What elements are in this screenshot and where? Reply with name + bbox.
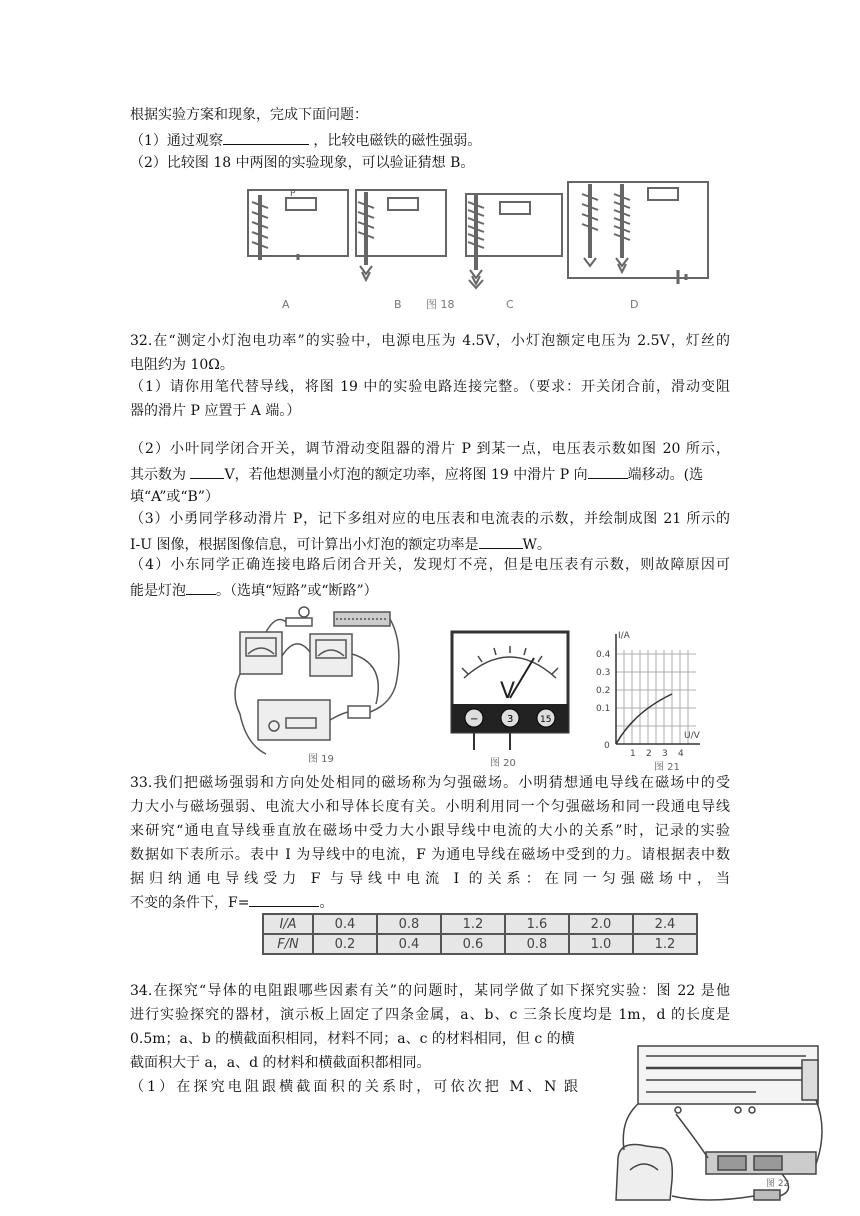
figure-caption: 图 21 bbox=[654, 762, 680, 773]
y-tick: 0.2 bbox=[596, 686, 611, 696]
y-axis-label: I/A bbox=[618, 631, 630, 641]
table-cell: 0.2 bbox=[313, 934, 377, 954]
text-line: 根据实验方案和现象，完成下面问题： bbox=[130, 107, 368, 123]
table-cell: 0.8 bbox=[377, 914, 441, 934]
y-tick: 0.1 bbox=[596, 704, 611, 714]
x-tick: 0 bbox=[604, 741, 610, 751]
text-line: 填“A”或“B”） bbox=[130, 489, 219, 505]
figure-label-c: C bbox=[506, 298, 514, 311]
text-line: 器的滑片 P 应置于 A 端。） bbox=[130, 403, 301, 419]
text-line: 据归纳通电导线受力 F 与导线中电流 I 的关系：在同一匀强磁场中，当 bbox=[130, 871, 730, 887]
text-fragment: V，若他想测量小灯泡的额定功率，应将图 19 中滑片 P 向 bbox=[224, 467, 588, 483]
text-fragment: I-U 图像，根据图像信息，可计算出小灯泡的额定功率是 bbox=[130, 537, 479, 553]
text-line: （1）在探究电阻跟横截面积的关系时，可依次把 M、N 跟 bbox=[130, 1079, 578, 1095]
figure-19-apparatus bbox=[226, 604, 412, 768]
text-line: 0.5m；a、b 的横截面积相同，材料不同；a、c 的材料相同，但 c 的横 bbox=[130, 1031, 575, 1047]
table-cell: 1.0 bbox=[569, 934, 633, 954]
text-line: 来研究“通电直导线垂直放在磁场中受力大小跟导线中电流的大小的关系”时，记录的实验 bbox=[130, 823, 730, 839]
terminal-negative: − bbox=[470, 714, 479, 725]
text-fragment: 。（选填“短路”或“断路”） bbox=[216, 583, 378, 599]
table-cell: 0.8 bbox=[505, 934, 569, 954]
text-fragment: （1）通过观察 bbox=[130, 133, 223, 149]
y-tick: 0.3 bbox=[596, 668, 611, 678]
x-axis-label: U/V bbox=[684, 731, 700, 741]
question-1-line bbox=[130, 128, 481, 152]
text-fragment: 其示数为 bbox=[130, 467, 191, 483]
text-fragment: 不变的条件下，F= bbox=[130, 895, 250, 911]
terminal-3v: 3 bbox=[507, 714, 514, 725]
text-line: 32.在“测定小灯泡电功率”的实验中，电源电压为 4.5V，小灯泡额定电压为 2.5V，灯丝的 bbox=[130, 333, 730, 349]
figure-caption: 图 20 bbox=[490, 758, 516, 769]
text-fragment: 端移动。(选 bbox=[627, 467, 704, 483]
text-fragment: 能是灯泡 bbox=[130, 583, 186, 599]
question-32-3-line bbox=[130, 532, 551, 556]
table-cell: 0.4 bbox=[313, 914, 377, 934]
question-33-line bbox=[130, 890, 333, 914]
answer-blank[interactable] bbox=[190, 462, 224, 479]
table-header-cell: F/N bbox=[263, 934, 313, 954]
question-32-2-line bbox=[130, 462, 703, 486]
table-cell: 2.0 bbox=[569, 914, 633, 934]
text-line: （2）小叶同学闭合开关，调节滑动变阻器的滑片 P 到某一点，电压表示数如图 20 所示， bbox=[130, 441, 730, 457]
y-tick: 0.4 bbox=[596, 650, 611, 660]
text-line: （2）比较图 18 中两图的实验现象，可以验证猜想 B。 bbox=[130, 155, 475, 171]
answer-blank[interactable] bbox=[479, 532, 523, 549]
iu-curve bbox=[616, 694, 672, 744]
text-line: （4）小东同学正确连接电路后闭合开关，发现灯不亮，但是电压表有示数，则故障原因可 bbox=[130, 557, 730, 573]
answer-blank[interactable] bbox=[588, 462, 628, 479]
table-row bbox=[263, 934, 697, 954]
text-fragment: W。 bbox=[522, 537, 551, 553]
table-cell: 0.4 bbox=[377, 934, 441, 954]
table-row bbox=[263, 914, 697, 934]
table-cell: 1.2 bbox=[441, 914, 505, 934]
figure-22-apparatus bbox=[606, 1040, 830, 1212]
text-line: 数据如下表所示。表中 I 为导线中的电流，F 为通电导线在磁场中受到的力。请根据表中数 bbox=[130, 847, 730, 863]
table-cell: 1.6 bbox=[505, 914, 569, 934]
text-line: 进行实验探究的器材，演示板上固定了四条金属，a、b、c 三条长度均是 1m，d 的长度是 bbox=[130, 1007, 730, 1023]
question-32-4-line bbox=[130, 578, 378, 602]
figure-label-d: D bbox=[630, 298, 639, 311]
answer-blank[interactable] bbox=[223, 128, 309, 145]
terminal-15v: 15 bbox=[540, 715, 552, 725]
figure-caption: 图 22 bbox=[766, 1179, 790, 1189]
x-tick: 4 bbox=[678, 749, 684, 759]
answer-blank[interactable] bbox=[249, 890, 319, 907]
text-line: 力大小与磁场强弱、电流大小和导体长度有关。小明利用同一个匀强磁场和同一段通电导线 bbox=[130, 799, 730, 815]
table-cell: 2.4 bbox=[633, 914, 697, 934]
figure-label-a: A bbox=[282, 298, 290, 311]
figure-label-b: B bbox=[394, 298, 402, 311]
x-tick: 1 bbox=[630, 749, 636, 759]
text-line: （3）小勇同学移动滑片 P，记下多组对应的电压表和电流表的示数，并绘制成图 21 所示的 bbox=[130, 511, 730, 527]
text-fragment: ，比较电磁铁的磁性强弱。 bbox=[313, 133, 482, 149]
data-table bbox=[262, 913, 698, 955]
text-line: 电阻约为 10Ω。 bbox=[130, 357, 234, 373]
x-tick: 2 bbox=[646, 749, 652, 759]
answer-blank[interactable] bbox=[186, 578, 216, 595]
table-cell: 0.6 bbox=[441, 934, 505, 954]
text-line: （1）请你用笔代替导线，将图 19 中的实验电路连接完整。（要求：开关闭合前，滑动变阻 bbox=[130, 379, 730, 395]
table-cell: 1.2 bbox=[633, 934, 697, 954]
text-line: 34.在探究“导体的电阻跟哪些因素有关”的问题时，某同学做了如下探究实验：图 22 是他 bbox=[130, 983, 730, 999]
slider-label: P bbox=[290, 189, 296, 199]
voltmeter-unit: V bbox=[500, 679, 516, 704]
figure-caption: 图 19 bbox=[308, 754, 334, 765]
text-line: 截面积大于 a，a、d 的材料和横截面积都相同。 bbox=[130, 1055, 431, 1071]
figure-caption: 图 18 bbox=[426, 298, 455, 311]
table-header-cell: I/A bbox=[263, 914, 313, 934]
text-line: 33.我们把磁场强弱和方向处处相同的磁场称为匀强磁场。小明猜想通电导线在磁场中的受 bbox=[130, 775, 730, 791]
x-tick: 3 bbox=[662, 749, 668, 759]
figure-20-voltmeter bbox=[448, 628, 574, 770]
figure-18-circuits bbox=[238, 180, 718, 315]
figure-21-iu-graph bbox=[594, 622, 704, 774]
text-fragment: 。 bbox=[319, 895, 334, 911]
